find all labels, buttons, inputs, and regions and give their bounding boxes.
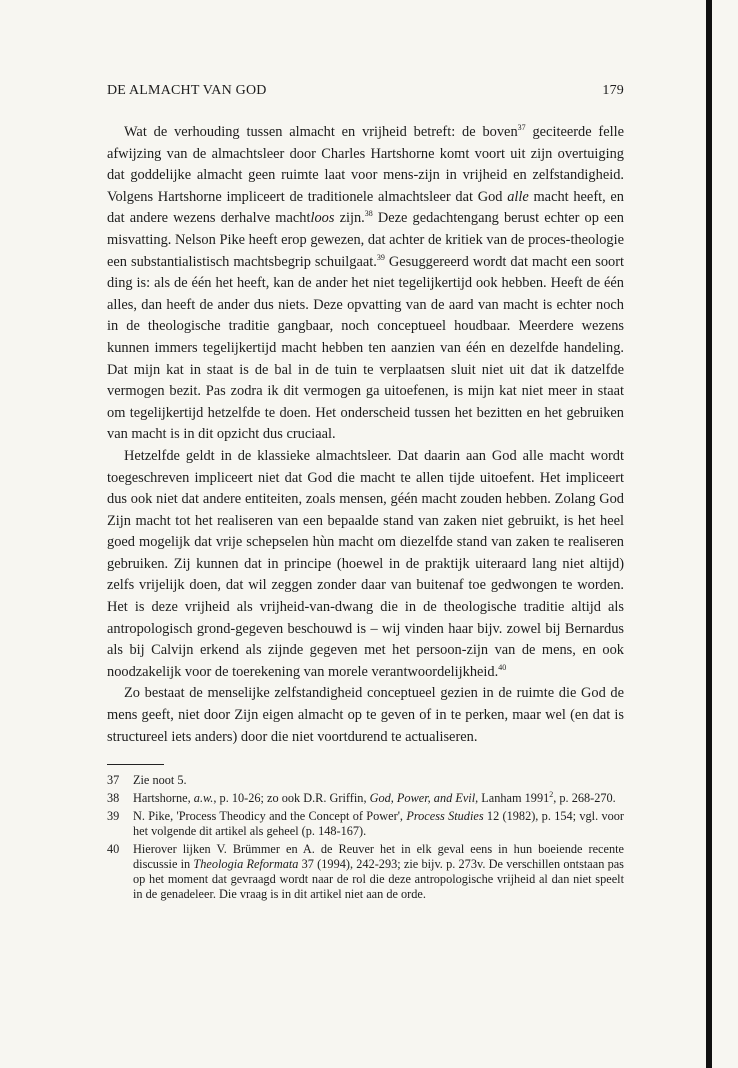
footnote-number: 40	[107, 842, 120, 857]
footnote-37	[107, 773, 624, 788]
running-head	[107, 83, 624, 103]
emphasis-alle: alle	[507, 188, 529, 205]
footnote-ref-37: 37	[517, 123, 526, 133]
footnote-rule	[107, 764, 164, 765]
footnote-ref-38: 38	[364, 209, 373, 219]
scan-edge-bar	[706, 0, 712, 1068]
footnote-text: Zie noot 5.	[133, 773, 187, 788]
footnotes	[107, 773, 624, 902]
footnote-ref-39: 39	[376, 252, 385, 262]
page-number: 179	[602, 83, 624, 98]
paragraph-1: Wat de verhouding tussen almacht en vrijheid betreft: de boven$^{37}$ geciteerde felle afwijzing van de almachtsleer door Charles Hartshorne komt voort uit zijn overtuiging dat goddelijke almacht geen ruimte laat voor mens-zijn in vrijheid en zelfstandigheid. Volgens Hartshorne impliceert de traditionele almachtsleer dat God alle macht heeft, en dat andere wezens derhalve machtloos zijn.$^{38}$ Deze gedachtengang berust echter op een misvatting. Nelson Pike heeft erop gewezen, dat achter de kritiek van de proces-theologie een substantialistisch machtsbegrip schuilgaat.$^{39}$ Gesuggereerd wordt dat macht een soort ding is: als de één het heeft, kan de ander het niet tegelijkertijd ook hebben. Heeft de één alles, dan heeft de ander dus niets. Deze opvatting van de aard van macht is echter noch in de theologische traditie gangbaar, noch conceptueel houdbaar. Meerdere wezens kunnen immers tegelijkertijd macht hebben ten aanzien van één en dezelfde handeling. Dat mijn kat in staat is de bal in de tuin te verplaatsen sluit niet uit dat ik datzelfde vermogen bezit. Pas zodra ik dit vermogen ga uitoefenen, is mijn kat niet meer in staat om tegelijkertijd hetzelfde te doen. Het onderscheid tussen het bezitten en het gebruiken van macht is in dit opzicht dus cruciaal.	[107, 123, 625, 443]
paragraph-3: Zo bestaat de menselijke zelfstandigheid conceptueel gezien in de ruimte die God de mens geeft, niet door Zijn eigen almacht op te geven of in te perken, maar wel (en dat is structureel iets anders) door die niet voortdurend te actualiseren.	[107, 685, 624, 745]
footnote-number: 38	[107, 791, 120, 806]
paragraph-2: Hetzelfde geldt in de klassieke almachtsleer. Dat daarin aan God alle macht wordt toegeschreven impliceert niet dat God die macht te allen tijde uitoefent. Het impliceert dus ook niet dat andere entiteiten, zoals mensen, géén macht zouden hebben. Zolang God Zijn macht tot het realiseren van een bepaalde stand van zaken niet gebruikt, is het heel goed mogelijk dat vrije schepselen hùn macht om diezelfde stand van zaken te realiseren gebruiken. Zij kunnen dat in principe (hoewel in de praktijk uiteraard lang niet altijd) zelfs vrijelijk doen, dat wil zeggen zonder daar van buitenaf toe gedwongen te worden. Het is deze vrijheid als vrijheid-van-dwang die in de theologische traditie altijd als antropologisch grond-gegeven beschouwd is – wij vinden haar bijv. zowel bij Bernardus als bij Calvijn erkend als zijnde gegeven met het persoon-zijn van de mens, en ook noodzakelijk voor de toerekening van morele verantwoordelijkheid.$^{40}$	[107, 447, 624, 680]
footnote-38	[107, 791, 624, 806]
footnote-number: 37	[107, 773, 120, 788]
footnote-text: N. Pike, 'Process Theodicy and the Concept of Power', Process Studies 12 (1982), p. 154; vgl. voor het volgende dit artikel als geheel (p. 148-167).	[133, 809, 624, 839]
book-page	[107, 83, 624, 905]
emphasis-loos: loos	[310, 210, 335, 227]
footnote-39	[107, 809, 624, 839]
footnote-ref-40: 40	[498, 663, 507, 673]
footnote-text: Hierover lijken V. Brümmer en A. de Reuver het in elk geval eens in hun boeiende recente discussie in Theologia Reformata 37 (1994), 242-293; zie bijv. p. 273v. De verschillen ontstaan pas op het moment dat gevraagd wordt naar de rol die deze antropologische vrijheid al dan niet speelt in de genadeleer. Die vraag is in dit artikel niet aan de orde.	[133, 842, 624, 902]
body-text	[107, 122, 624, 748]
footnote-text: Hartshorne, a.w., p. 10-26; zo ook D.R. Griffin, God, Power, and Evil, Lanham 1991$^2$, p. 268-270.	[133, 790, 616, 806]
running-title: DE ALMACHT VAN GOD	[107, 83, 267, 98]
footnote-40	[107, 842, 624, 902]
footnote-number: 39	[107, 809, 120, 824]
